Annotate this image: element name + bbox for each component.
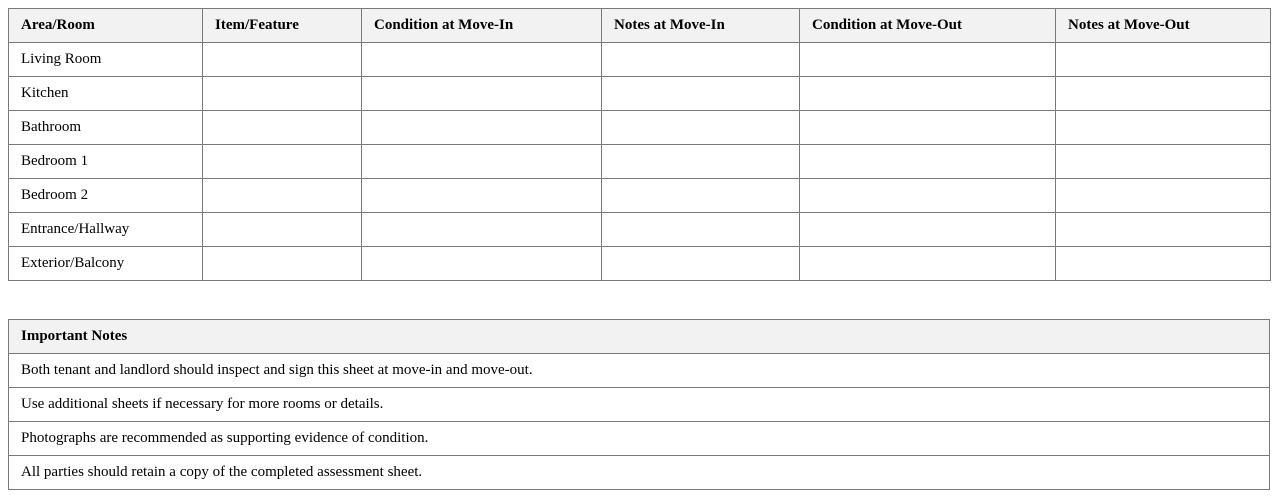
notes-move-out-cell[interactable] — [1056, 179, 1271, 213]
notes-move-in-cell[interactable] — [602, 213, 800, 247]
condition-move-in-cell[interactable] — [362, 179, 602, 213]
item-feature-cell[interactable] — [203, 213, 362, 247]
note-row — [9, 422, 1270, 456]
area-room-cell: Living Room — [9, 43, 203, 77]
condition-move-out-cell[interactable] — [800, 247, 1056, 281]
notes-move-out-cell[interactable] — [1056, 43, 1271, 77]
condition-assessment-table — [8, 8, 1271, 281]
notes-move-out-cell[interactable] — [1056, 213, 1271, 247]
condition-move-out-cell[interactable] — [800, 77, 1056, 111]
table-row — [9, 145, 1271, 179]
notes-header-row — [9, 320, 1270, 354]
area-room-cell: Entrance/Hallway — [9, 213, 203, 247]
note-row — [9, 354, 1270, 388]
notes-move-in-cell[interactable] — [602, 179, 800, 213]
notes-move-out-cell[interactable] — [1056, 111, 1271, 145]
note-row — [9, 456, 1270, 490]
area-room-cell: Exterior/Balcony — [9, 247, 203, 281]
condition-move-out-cell[interactable] — [800, 43, 1056, 77]
condition-move-out-cell[interactable] — [800, 213, 1056, 247]
item-feature-cell[interactable] — [203, 43, 362, 77]
column-header-notes-move-in: Notes at Move-In — [602, 9, 800, 43]
area-room-cell: Bedroom 2 — [9, 179, 203, 213]
table-row — [9, 213, 1271, 247]
table-row — [9, 77, 1271, 111]
note-row — [9, 388, 1270, 422]
notes-move-in-cell[interactable] — [602, 111, 800, 145]
important-notes-table — [8, 319, 1270, 490]
notes-move-out-cell[interactable] — [1056, 145, 1271, 179]
important-notes-heading: Important Notes — [9, 320, 1270, 354]
note-item: Photographs are recommended as supporting evidence of condition. — [9, 422, 1270, 456]
condition-move-out-cell[interactable] — [800, 145, 1056, 179]
condition-move-in-cell[interactable] — [362, 111, 602, 145]
area-room-cell: Bathroom — [9, 111, 203, 145]
condition-move-out-cell[interactable] — [800, 111, 1056, 145]
condition-move-in-cell[interactable] — [362, 247, 602, 281]
item-feature-cell[interactable] — [203, 145, 362, 179]
area-room-cell: Bedroom 1 — [9, 145, 203, 179]
notes-move-out-cell[interactable] — [1056, 77, 1271, 111]
table-header-row — [9, 9, 1271, 43]
table-row — [9, 179, 1271, 213]
column-header-notes-move-out: Notes at Move-Out — [1056, 9, 1271, 43]
item-feature-cell[interactable] — [203, 247, 362, 281]
notes-move-in-cell[interactable] — [602, 247, 800, 281]
item-feature-cell[interactable] — [203, 179, 362, 213]
notes-move-out-cell[interactable] — [1056, 247, 1271, 281]
note-item: All parties should retain a copy of the completed assessment sheet. — [9, 456, 1270, 490]
note-item: Both tenant and landlord should inspect and sign this sheet at move-in and move-out. — [9, 354, 1270, 388]
item-feature-cell[interactable] — [203, 77, 362, 111]
table-row — [9, 43, 1271, 77]
item-feature-cell[interactable] — [203, 111, 362, 145]
area-room-cell: Kitchen — [9, 77, 203, 111]
table-row — [9, 247, 1271, 281]
column-header-item-feature: Item/Feature — [203, 9, 362, 43]
note-item: Use additional sheets if necessary for more rooms or details. — [9, 388, 1270, 422]
notes-move-in-cell[interactable] — [602, 77, 800, 111]
condition-move-in-cell[interactable] — [362, 213, 602, 247]
table-row — [9, 111, 1271, 145]
column-header-area-room: Area/Room — [9, 9, 203, 43]
condition-move-out-cell[interactable] — [800, 179, 1056, 213]
column-header-condition-move-in: Condition at Move-In — [362, 9, 602, 43]
condition-move-in-cell[interactable] — [362, 77, 602, 111]
notes-move-in-cell[interactable] — [602, 145, 800, 179]
condition-move-in-cell[interactable] — [362, 43, 602, 77]
condition-move-in-cell[interactable] — [362, 145, 602, 179]
column-header-condition-move-out: Condition at Move-Out — [800, 9, 1056, 43]
notes-move-in-cell[interactable] — [602, 43, 800, 77]
